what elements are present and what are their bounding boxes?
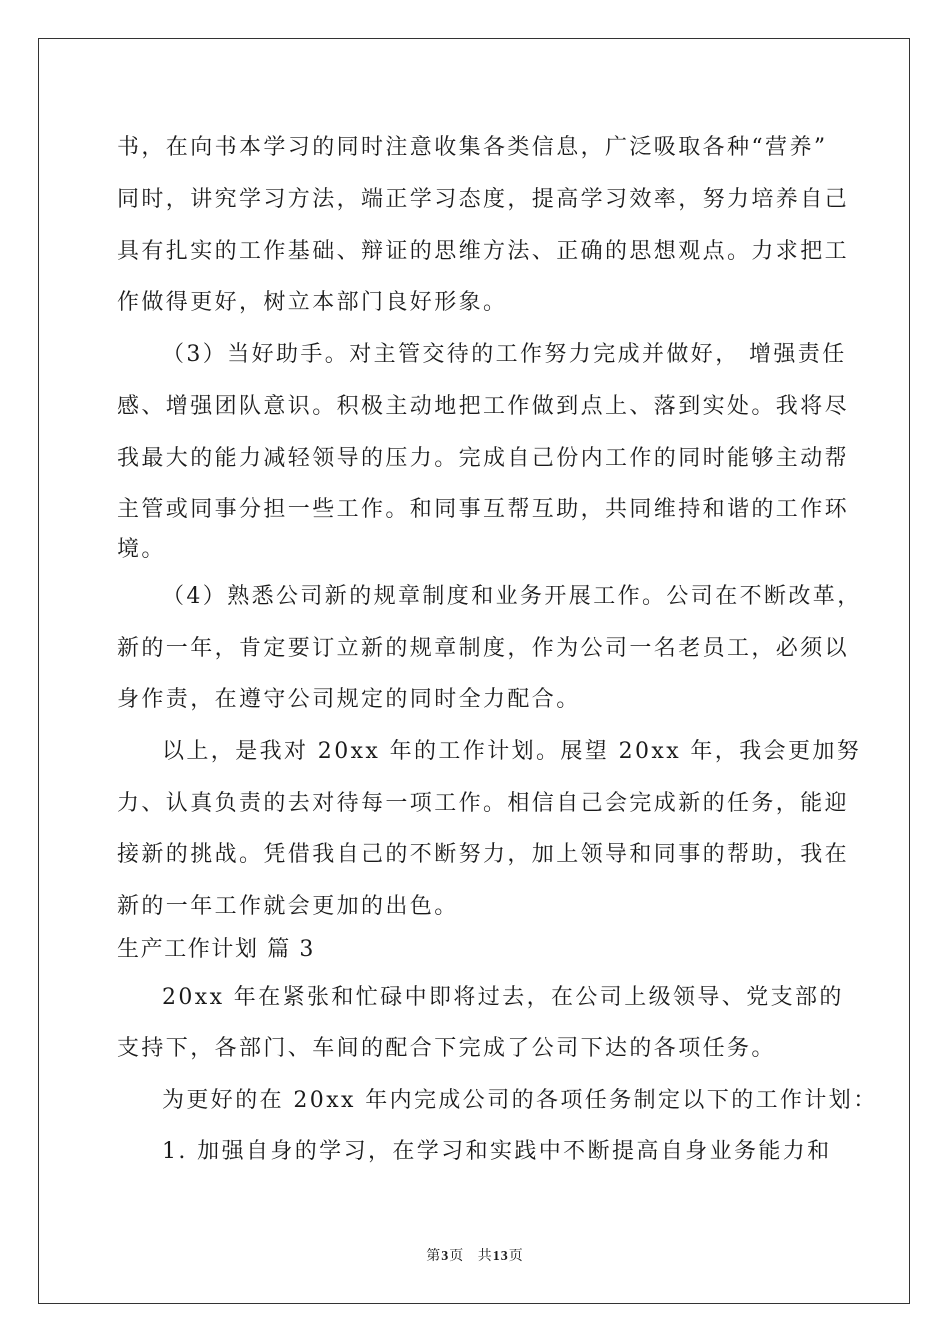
paragraph-line: 作做得更好，树立本部门良好形象。	[117, 290, 508, 315]
total-prefix: 共	[477, 1249, 493, 1264]
paragraph-line: 力、认真负责的去对待每一项工作。相信自己会完成新的任务，能迎	[117, 791, 850, 816]
paragraph-line: 感、增强团队意识。积极主动地把工作做到点上、落到实处。我将尽	[117, 394, 850, 419]
paragraph-line: 同时，讲究学习方法，端正学习态度，提高学习效率，努力培养自己	[117, 187, 850, 212]
paragraph-line: 1. 加强自身的学习，在学习和实践中不断提高自身业务能力和	[162, 1139, 832, 1164]
paragraph-line: 书，在向书本学习的同时注意收集各类信息，广泛吸取各种“营养”	[117, 135, 828, 160]
paragraph-line: 新的一年，肯定要订立新的规章制度，作为公司一名老员工，必须以	[117, 636, 850, 661]
paragraph-line: 以上，是我对 20xx 年的工作计划。展望 20xx 年，我会更加努	[162, 739, 862, 764]
section-heading: 生产工作计划 篇 3	[117, 937, 315, 962]
paragraph-line: 境。	[117, 537, 166, 562]
paragraph-line: （3）当好助手。对主管交待的工作努力完成并做好， 增强责任	[162, 342, 847, 367]
paragraph-line: 具有扎实的工作基础、辩证的思维方法、正确的思想观点。力求把工	[117, 239, 850, 264]
page-unit: 页	[449, 1249, 465, 1264]
paragraph-line: （4）熟悉公司新的规章制度和业务开展工作。公司在不断改革，	[162, 584, 862, 609]
current-page-number: 3	[441, 1249, 450, 1264]
paragraph-line: 接新的挑战。凭借我自己的不断努力，加上领导和同事的帮助，我在	[117, 842, 850, 867]
page-prefix: 第	[426, 1249, 442, 1264]
total-unit: 页	[508, 1249, 524, 1264]
paragraph-line: 身作责，在遵守公司规定的同时全力配合。	[117, 687, 581, 712]
paragraph-line: 新的一年工作就会更加的出色。	[117, 894, 459, 919]
paragraph-line: 20xx 年在紧张和忙碌中即将过去，在公司上级领导、党支部的	[162, 985, 844, 1010]
paragraph-line: 为更好的在 20xx 年内完成公司的各项任务制定以下的工作计划：	[162, 1088, 878, 1113]
paragraph-line: 主管或同事分担一些工作。和同事互帮互助，共同维持和谐的工作环	[117, 497, 850, 522]
total-pages-number: 13	[492, 1249, 509, 1264]
paragraph-line: 支持下，各部门、车间的配合下完成了公司下达的各项任务。	[117, 1036, 776, 1061]
paragraph-line: 我最大的能力减轻领导的压力。完成自己份内工作的同时能够主动帮	[117, 446, 850, 471]
page-footer	[0, 1248, 950, 1266]
